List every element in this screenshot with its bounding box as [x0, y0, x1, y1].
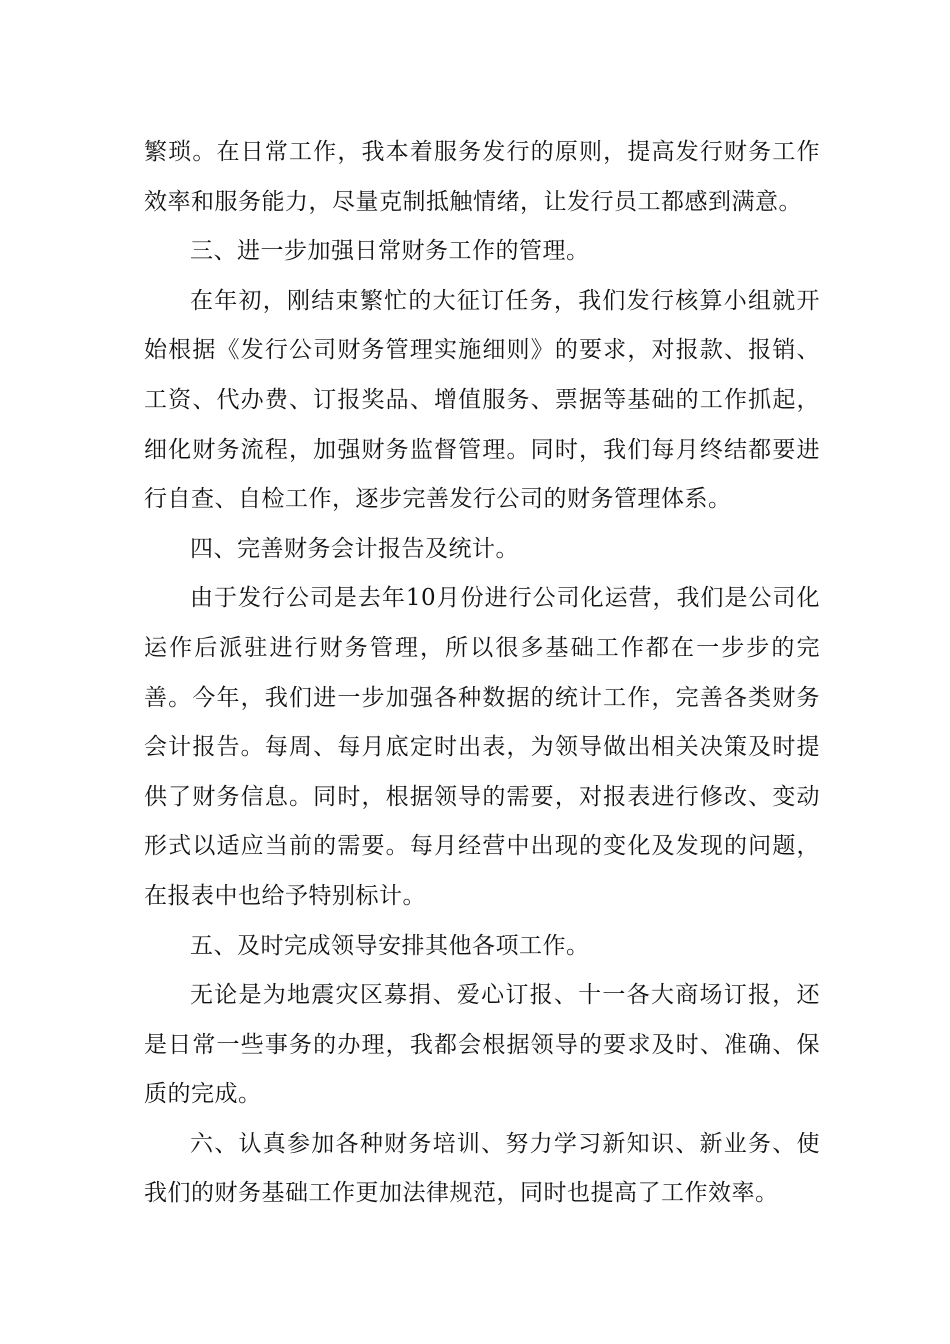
section-heading-5: 五、及时完成领导安排其他各项工作。 — [190, 932, 590, 959]
section-heading-4: 四、完善财务会计报告及统计。 — [190, 535, 519, 562]
paragraph-section-3: 在年初，刚结束繁忙的大征订任务，我们发行核算小组就开始根据《发行公司财务管理实施细则》的要求，对报款、报销、工资、代办费、订报奖品、增值服务、票据等基础的工作抓起，细化财务流程，加强财务监督管理。同时，我们每月终结都要进行自查、自检工作，逐步完善发行公司的财务管理体系。 — [144, 287, 820, 513]
paragraph-section-5: 无论是为地震灾区募捐、爱心订报、十一各大商场订报，还是日常一些事务的办理，我都会根据领导的要求及时、准确、保质的完成。 — [144, 982, 820, 1108]
section-heading-3: 三、进一步加强日常财务工作的管理。 — [190, 238, 590, 265]
paragraph-continuation: 繁琐。在日常工作，我本着服务发行的原则，提高发行财务工作效率和服务能力，尽量克制抵触情绪，让发行员工都感到满意。 — [144, 139, 820, 215]
document-body — [144, 128, 820, 1219]
paragraph-section-6: 六、认真参加各种财务培训、努力学习新知识、新业务、使我们的财务基础工作更加法律规范，同时也提高了工作效率。 — [144, 1130, 820, 1207]
paragraph-section-4: 由于发行公司是去年10月份进行公司化运营，我们是公司化运作后派驻进行财务管理，所以很多基础工作都在一步步的完善。今年，我们进一步加强各种数据的统计工作，完善各类财务会计报告。每周、每月底定时出表，为领导做出相关决策及时提供了财务信息。同时，根据领导的需要，对报表进行修改、变动形式以适应当前的需要。每月经营中出现的变化及发现的问题，在报表中也给予特别标计。 — [144, 585, 820, 909]
